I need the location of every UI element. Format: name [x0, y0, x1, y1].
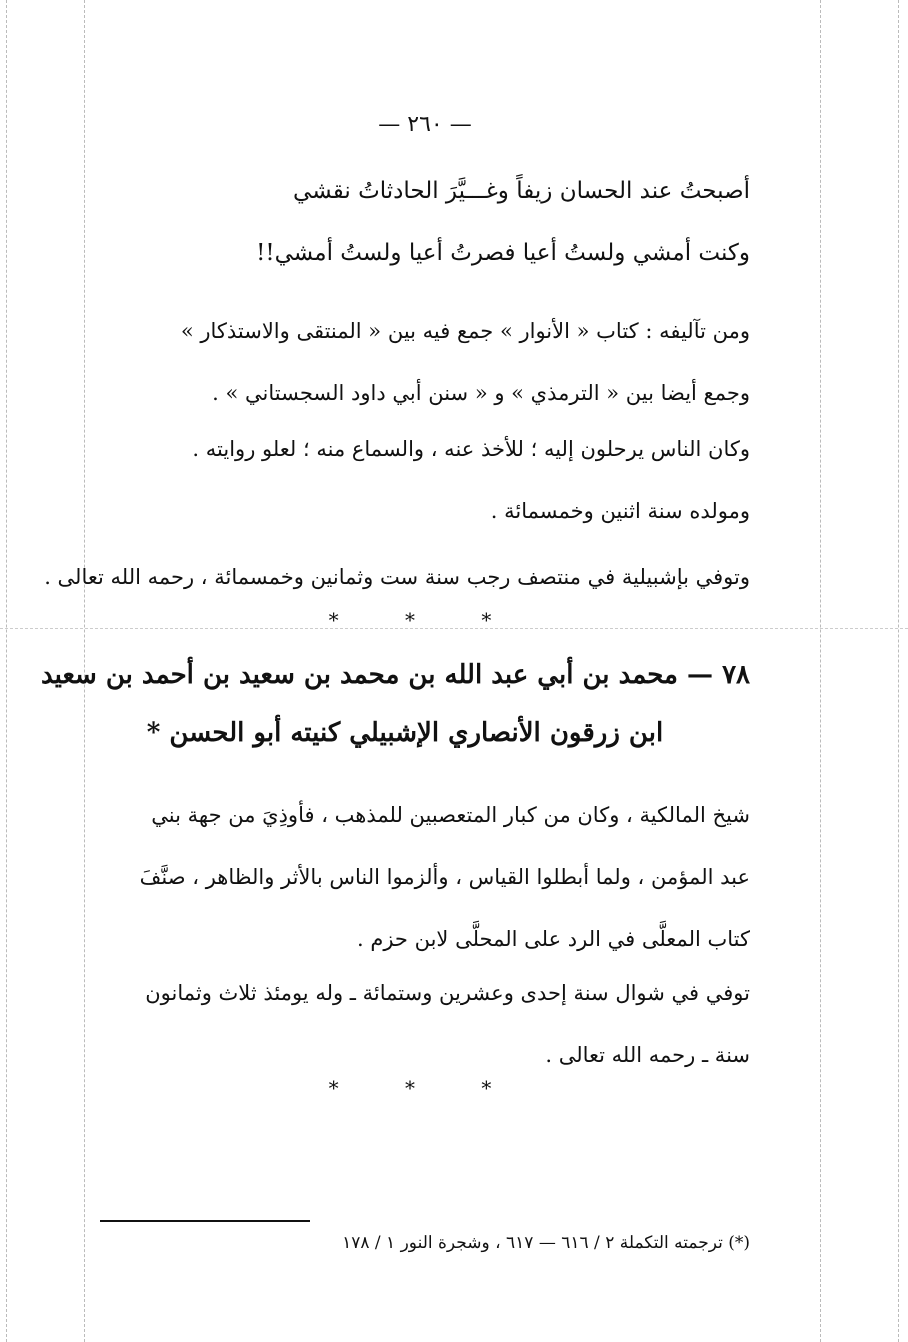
text-line: عبد المؤمن ، ولما أبطلوا القياس ، وألزموا الناس بالأثر والظاهر ، صنَّفَ — [139, 865, 750, 889]
verse-line: وكنت أمشي ولستُ أعيا فصرتُ أعيا ولستُ أمشي!! — [256, 240, 750, 266]
scan-guide-line — [6, 0, 7, 1342]
paragraph-students — [100, 418, 750, 542]
verse-line: أصبحتُ عند الحسان زيفاً وغـــيَّرَ الحادثاتُ نقشي — [293, 178, 750, 204]
text-line: توفي في شوال سنة إحدى وعشرين وستمائة ـ وله يومئذ ثلاث وثمانون — [145, 981, 750, 1005]
text-line: كتاب المعلَّى في الرد على المحلَّى لابن حزم . — [356, 927, 750, 951]
heading-line: ابن زرقون الأنصاري الإشبيلي كنيته أبو الحسن * — [146, 718, 664, 748]
entry-death-paragraph — [100, 962, 750, 1086]
text-line: ومن تآليفه : كتاب « الأنوار » جمع فيه بين « المنتقى والاستذكار » — [180, 319, 750, 343]
separator: * * * — [328, 1076, 522, 1100]
text-line: وتوفي بإشبيلية في منتصف رجب سنة ست وثمانين وخمسمائة ، رحمه الله تعالى . — [44, 565, 750, 589]
paragraph-works — [100, 300, 750, 424]
entry-paragraph — [100, 784, 750, 970]
text-line: وكان الناس يرحلون إليه ؛ للأخذ عنه ، والسماع منه ؛ لعلو روايته . — [192, 437, 750, 461]
text-line: سنة ـ رحمه الله تعالى . — [545, 1043, 750, 1067]
text-line: شيخ المالكية ، وكان من كبار المتعصبين للمذهب ، فأوذِيَ من جهة بني — [151, 803, 750, 827]
text-line: وجمع أيضا بين « الترمذي » و « سنن أبي داود السجستاني » . — [212, 381, 750, 405]
entry-heading — [40, 646, 750, 762]
heading-line: ٧٨ — محمد بن أبي عبد الله بن محمد بن سعيد بن أحمد بن سعيد — [40, 660, 750, 690]
scan-guide-line — [820, 0, 821, 1342]
text-line: ومولده سنة اثنين وخمسمائة . — [490, 499, 750, 523]
footnote-divider — [100, 1220, 310, 1222]
paragraph-death — [44, 546, 750, 608]
scan-guide-line — [898, 0, 899, 1342]
page-number: — ٢٦٠ — — [378, 112, 472, 137]
separator: * * * — [328, 608, 522, 632]
footnote: (*) ترجمته التكملة ٢ / ٦١٦ — ٦١٧ ، وشجرة النور ١ / ١٧٨ — [342, 1233, 750, 1253]
